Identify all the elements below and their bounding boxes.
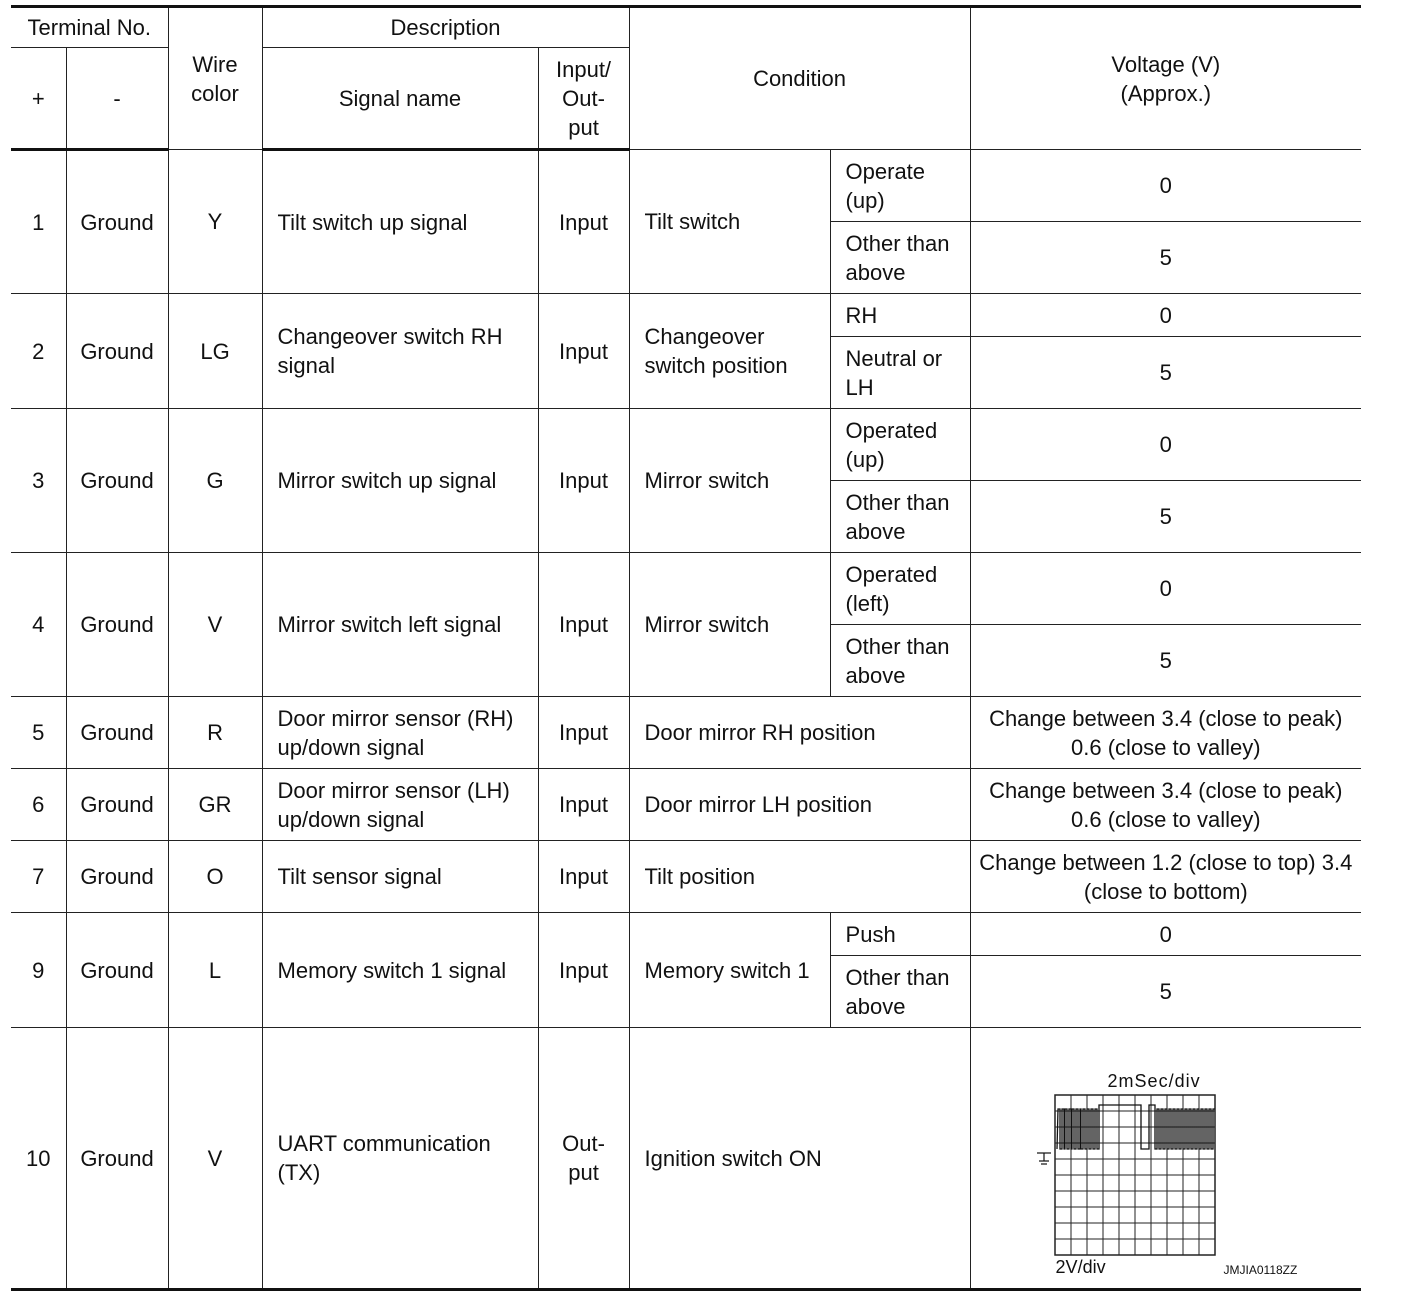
signal-name-cell: Door mirror sensor (RH) up/down signal — [262, 697, 538, 769]
sub-condition-cell: Operated (left) — [830, 553, 970, 625]
ground-cell: Ground — [66, 553, 168, 697]
table-row — [11, 150, 1361, 222]
voltage-cell: Change between 3.4 (close to peak) 0.6 (close to valley) — [970, 769, 1361, 841]
table-row — [11, 553, 1361, 625]
ground-cell: Ground — [66, 841, 168, 913]
voltage-cell — [970, 1028, 1361, 1290]
description-header: Description — [262, 7, 629, 48]
wire-color-header: Wire color — [168, 7, 262, 150]
terminal-cell: 10 — [11, 1028, 66, 1290]
ground-cell: Ground — [66, 294, 168, 409]
sub-condition-cell: RH — [830, 294, 970, 337]
signal-name-cell: Tilt switch up signal — [262, 150, 538, 294]
sub-condition-cell: Other than above — [830, 481, 970, 553]
wire-color-cell: V — [168, 553, 262, 697]
condition-cell: Changeover switch position — [629, 294, 830, 409]
io-cell: Out- put — [538, 1028, 629, 1290]
signal-name-cell: Mirror switch up signal — [262, 409, 538, 553]
terminal-cell: 9 — [11, 913, 66, 1028]
figure-code: JMJIA0118ZZ — [1223, 1263, 1298, 1277]
io-cell: Input — [538, 409, 629, 553]
ground-cell: Ground — [66, 913, 168, 1028]
wire-color-cell: V — [168, 1028, 262, 1290]
sub-condition-cell: Push — [830, 913, 970, 956]
io-cell: Input — [538, 150, 629, 294]
ground-cell: Ground — [66, 769, 168, 841]
condition-cell: Door mirror RH position — [629, 697, 970, 769]
io-cell: Input — [538, 841, 629, 913]
oscilloscope-waveform — [971, 1029, 1362, 1287]
io-cell: Input — [538, 553, 629, 697]
plus-header: + — [11, 48, 66, 150]
volt-div-label: 2V/div — [1055, 1257, 1106, 1277]
table-row — [11, 409, 1361, 481]
wire-color-cell: G — [168, 409, 262, 553]
table-row — [11, 1028, 1361, 1290]
terminal-cell: 2 — [11, 294, 66, 409]
sub-condition-cell: Operated (up) — [830, 409, 970, 481]
condition-header: Condition — [629, 7, 970, 150]
signal-name-cell: Changeover switch RH signal — [262, 294, 538, 409]
terminal-cell: 7 — [11, 841, 66, 913]
signal-name-cell: Memory switch 1 signal — [262, 913, 538, 1028]
voltage-cell: 0 — [970, 409, 1361, 481]
condition-cell: Tilt switch — [629, 150, 830, 294]
ground-cell: Ground — [66, 150, 168, 294]
wire-color-cell: R — [168, 697, 262, 769]
voltage-header: Voltage (V) (Approx.) — [970, 7, 1361, 150]
terminal-cell: 5 — [11, 697, 66, 769]
terminal-table — [11, 5, 1361, 1291]
ground-marker-icon — [1037, 1153, 1051, 1164]
sub-condition-cell: Neutral or LH — [830, 337, 970, 409]
voltage-cell: 0 — [970, 553, 1361, 625]
ground-cell: Ground — [66, 409, 168, 553]
io-header: Input/ Out- put — [538, 48, 629, 150]
time-div-label: 2mSec/div — [1107, 1071, 1201, 1091]
io-cell: Input — [538, 769, 629, 841]
condition-cell: Memory switch 1 — [629, 913, 830, 1028]
condition-cell: Door mirror LH position — [629, 769, 970, 841]
sub-condition-cell: Other than above — [830, 222, 970, 294]
wire-color-cell: GR — [168, 769, 262, 841]
condition-cell: Mirror switch — [629, 553, 830, 697]
signal-name-cell: UART communication (TX) — [262, 1028, 538, 1290]
terminal-cell: 3 — [11, 409, 66, 553]
waveform-graph — [1031, 1069, 1221, 1259]
voltage-cell: 5 — [970, 222, 1361, 294]
terminal-cell: 6 — [11, 769, 66, 841]
wire-color-cell: Y — [168, 150, 262, 294]
wire-color-cell: L — [168, 913, 262, 1028]
table-row — [11, 697, 1361, 769]
wire-color-cell: LG — [168, 294, 262, 409]
condition-cell: Tilt position — [629, 841, 970, 913]
condition-cell: Mirror switch — [629, 409, 830, 553]
voltage-cell: 5 — [970, 956, 1361, 1028]
voltage-cell: 0 — [970, 294, 1361, 337]
signal-name-cell: Mirror switch left signal — [262, 553, 538, 697]
terminal-no-header: Terminal No. — [11, 7, 168, 48]
table-row — [11, 913, 1361, 956]
ground-cell: Ground — [66, 1028, 168, 1290]
voltage-cell: Change between 3.4 (close to peak) 0.6 (close to valley) — [970, 697, 1361, 769]
voltage-cell: 5 — [970, 481, 1361, 553]
terminal-cell: 1 — [11, 150, 66, 294]
voltage-cell: 0 — [970, 150, 1361, 222]
terminal-cell: 4 — [11, 553, 66, 697]
signal-name-header: Signal name — [262, 48, 538, 150]
ground-cell: Ground — [66, 697, 168, 769]
signal-name-cell: Door mirror sensor (LH) up/down signal — [262, 769, 538, 841]
table-row — [11, 294, 1361, 337]
sub-condition-cell: Other than above — [830, 625, 970, 697]
voltage-cell: 5 — [970, 337, 1361, 409]
table-row — [11, 841, 1361, 913]
io-cell: Input — [538, 697, 629, 769]
wire-color-cell: O — [168, 841, 262, 913]
voltage-cell: 0 — [970, 913, 1361, 956]
signal-name-cell: Tilt sensor signal — [262, 841, 538, 913]
minus-header: - — [66, 48, 168, 150]
voltage-cell: Change between 1.2 (close to top) 3.4 (close to bottom) — [970, 841, 1361, 913]
table-row — [11, 769, 1361, 841]
sub-condition-cell: Operate (up) — [830, 150, 970, 222]
sub-condition-cell: Other than above — [830, 956, 970, 1028]
condition-cell: Ignition switch ON — [629, 1028, 970, 1290]
voltage-cell: 5 — [970, 625, 1361, 697]
io-cell: Input — [538, 294, 629, 409]
io-cell: Input — [538, 913, 629, 1028]
